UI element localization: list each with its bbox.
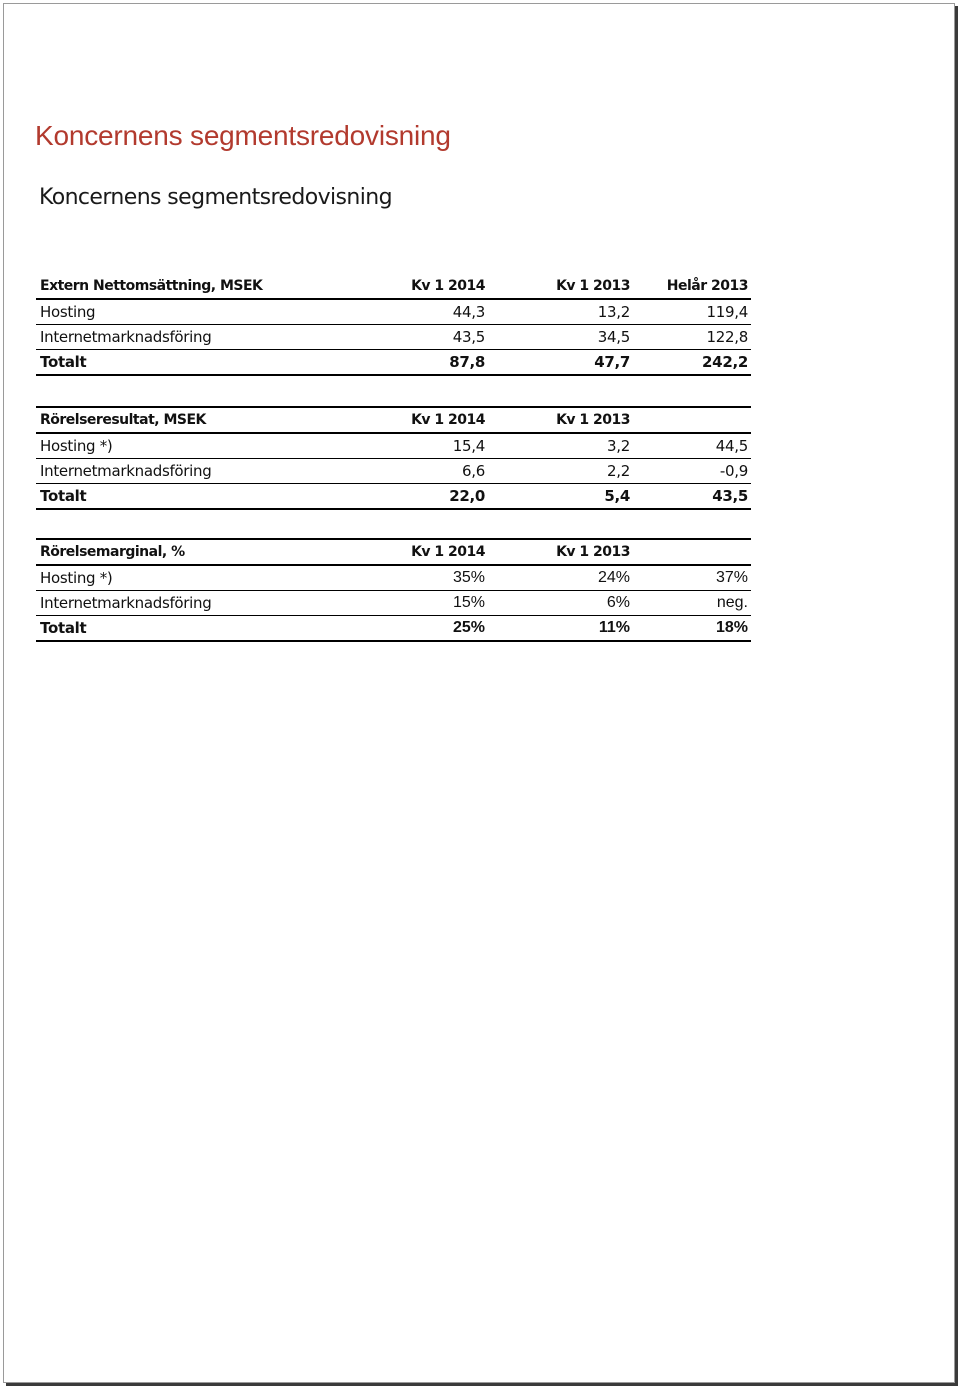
header-q1-2013: Kv 1 2013 xyxy=(488,539,633,565)
table-header-row xyxy=(36,539,751,565)
row-label: Internetmarknadsföring xyxy=(36,459,399,484)
cell-value: 37% xyxy=(633,565,751,591)
cell-value: 43,5 xyxy=(399,325,488,350)
table-row xyxy=(36,299,751,325)
table-row xyxy=(36,459,751,484)
cell-value: 15,4 xyxy=(399,433,488,459)
header-empty xyxy=(633,539,751,565)
total-value: 22,0 xyxy=(399,484,488,510)
table-row xyxy=(36,591,751,616)
cell-value: neg. xyxy=(633,591,751,616)
cell-value: 6% xyxy=(488,591,633,616)
header-q1-2013: Kv 1 2013 xyxy=(488,407,633,433)
row-label: Hosting *) xyxy=(36,565,399,591)
table-row xyxy=(36,565,751,591)
table-row xyxy=(36,325,751,350)
total-label: Totalt xyxy=(36,350,399,376)
total-label: Totalt xyxy=(36,484,399,510)
cell-value: 13,2 xyxy=(488,299,633,325)
total-value: 47,7 xyxy=(488,350,633,376)
main-title: Koncernens segmentsredovisning xyxy=(35,120,451,151)
operating-margin-table xyxy=(36,538,751,642)
table-row xyxy=(36,433,751,459)
total-value: 11% xyxy=(488,616,633,642)
total-label: Totalt xyxy=(36,616,399,642)
cell-value: 3,2 xyxy=(488,433,633,459)
header-empty xyxy=(633,407,751,433)
cell-value: 122,8 xyxy=(633,325,751,350)
total-value: 18% xyxy=(633,616,751,642)
cell-value: 34,5 xyxy=(488,325,633,350)
header-full-year-2013: Helår 2013 xyxy=(633,274,751,299)
total-row xyxy=(36,484,751,510)
cell-value: 24% xyxy=(488,565,633,591)
header-q1-2014: Kv 1 2014 xyxy=(399,274,488,299)
cell-value: 15% xyxy=(399,591,488,616)
row-label: Internetmarknadsföring xyxy=(36,325,399,350)
cell-value: 119,4 xyxy=(633,299,751,325)
cell-value: 6,6 xyxy=(399,459,488,484)
total-value: 25% xyxy=(399,616,488,642)
table-header-row xyxy=(36,274,751,299)
total-value: 87,8 xyxy=(399,350,488,376)
total-value: 43,5 xyxy=(633,484,751,510)
table-header-row xyxy=(36,407,751,433)
cell-value: 44,5 xyxy=(633,433,751,459)
row-label: Internetmarknadsföring xyxy=(36,591,399,616)
header-label: Rörelsemarginal, % xyxy=(36,539,399,565)
net-sales-table xyxy=(36,274,751,376)
cell-value: 44,3 xyxy=(399,299,488,325)
total-value: 242,2 xyxy=(633,350,751,376)
header-label: Rörelseresultat, MSEK xyxy=(36,407,399,433)
header-q1-2013: Kv 1 2013 xyxy=(488,274,633,299)
cell-value: 35% xyxy=(399,565,488,591)
cell-value: -0,9 xyxy=(633,459,751,484)
total-row xyxy=(36,616,751,642)
document-page xyxy=(3,3,955,1383)
sub-title: Koncernens segmentsredovisning xyxy=(39,185,392,210)
row-label: Hosting xyxy=(36,299,399,325)
operating-result-table xyxy=(36,406,751,510)
row-label: Hosting *) xyxy=(36,433,399,459)
header-q1-2014: Kv 1 2014 xyxy=(399,407,488,433)
header-label: Extern Nettomsättning, MSEK xyxy=(36,274,399,299)
header-q1-2014: Kv 1 2014 xyxy=(399,539,488,565)
total-row xyxy=(36,350,751,376)
cell-value: 2,2 xyxy=(488,459,633,484)
total-value: 5,4 xyxy=(488,484,633,510)
